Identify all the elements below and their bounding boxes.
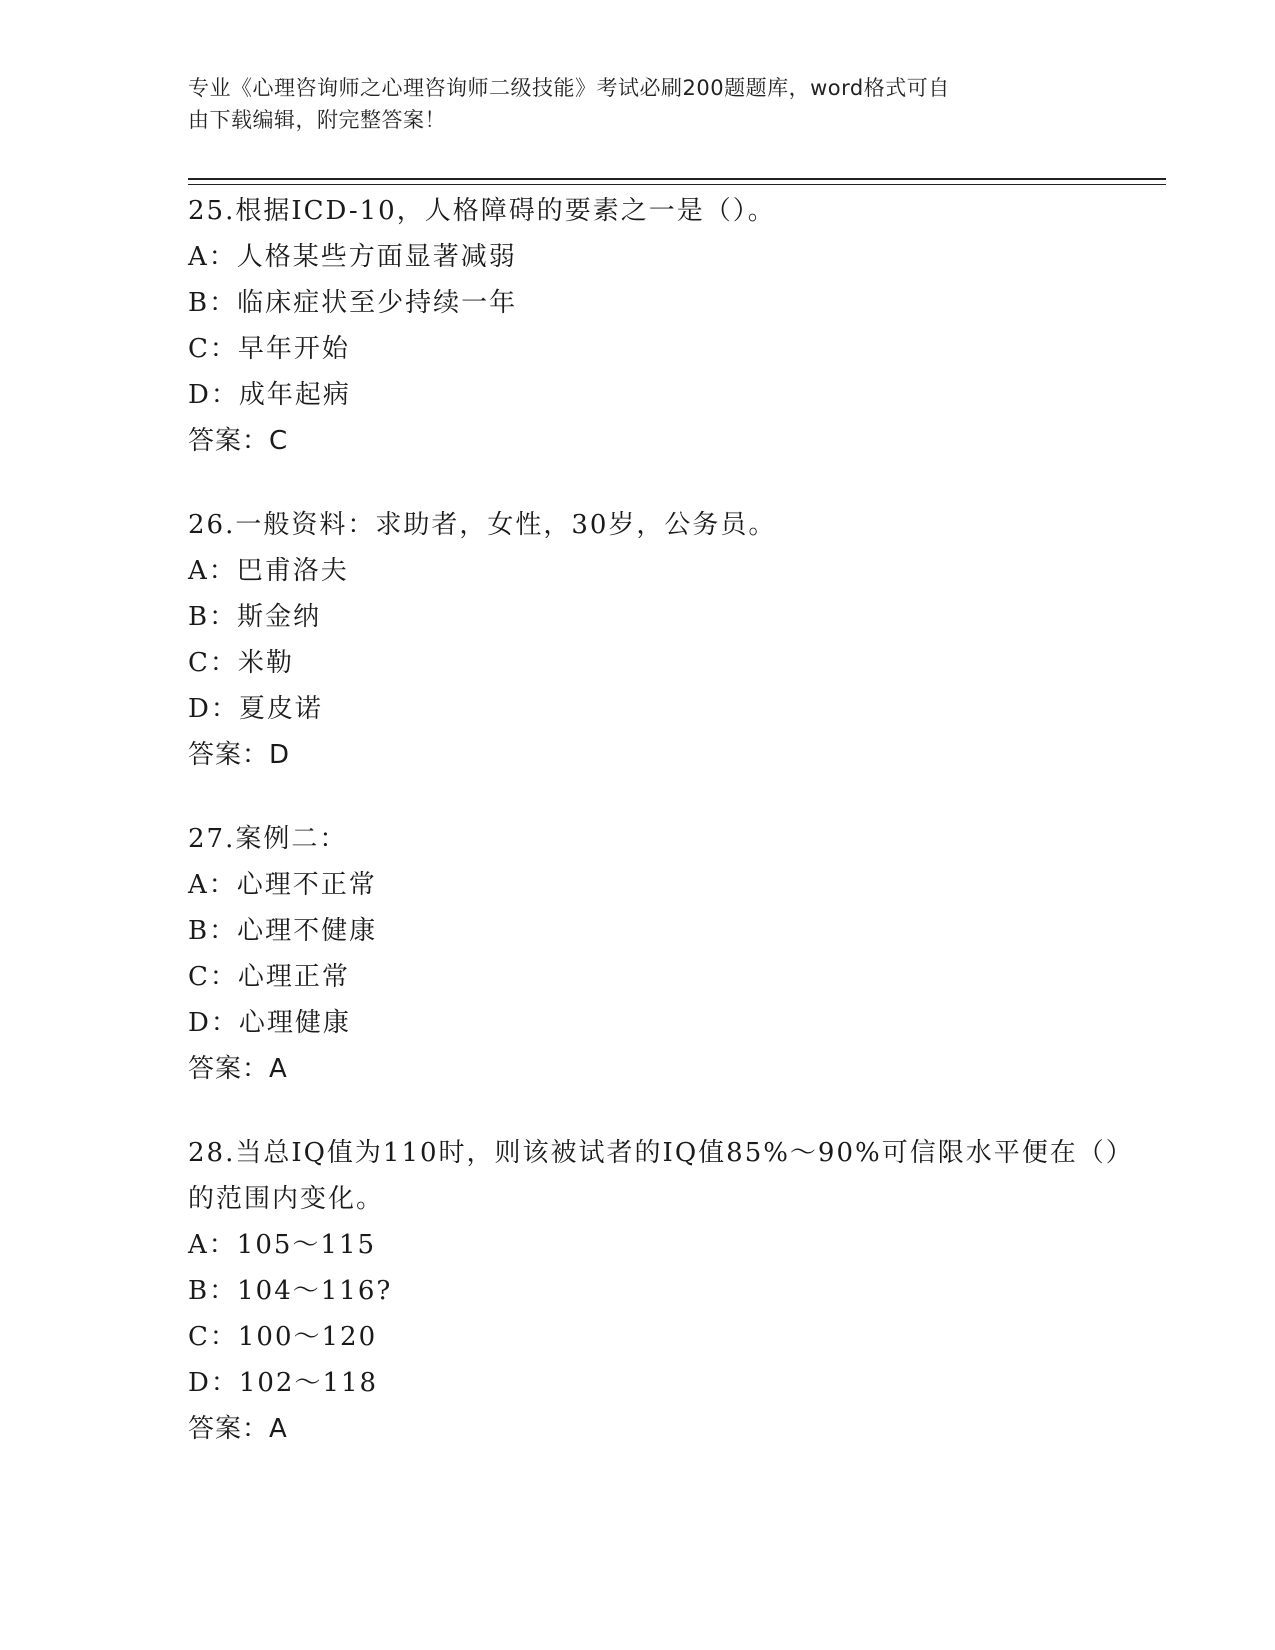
option-c: C：100～120 bbox=[188, 1322, 378, 1352]
option-c: C：早年开始 bbox=[188, 334, 350, 364]
option-b: B：104～116? bbox=[188, 1276, 393, 1306]
option-c: C：心理正常 bbox=[188, 962, 350, 992]
option-d: D：成年起病 bbox=[188, 380, 351, 410]
question-list bbox=[188, 188, 1128, 1490]
answer-label: 答案：A bbox=[188, 1414, 288, 1444]
header-line-2: 由下载编辑，附完整答案！ bbox=[188, 108, 446, 132]
question-27 bbox=[188, 816, 1128, 1092]
option-a: A：人格某些方面显著减弱 bbox=[188, 242, 517, 272]
question-stem: 25.根据ICD-10，人格障碍的要素之一是（）。 bbox=[188, 196, 776, 226]
question-25 bbox=[188, 188, 1128, 464]
header-line-1: 专业《心理咨询师之心理咨询师二级技能》考试必刷200题题库，word格式可自 bbox=[188, 76, 950, 100]
option-d: D：102～118 bbox=[188, 1368, 379, 1398]
question-stem: 28.当总IQ值为110时，则该被试者的IQ值85%～90%可信限水平便在（）的范围内变化。 bbox=[188, 1138, 1121, 1214]
question-stem: 26.一般资料：求助者，女性，30岁，公务员。 bbox=[188, 510, 777, 540]
option-a: A：105～115 bbox=[188, 1230, 377, 1260]
answer-label: 答案：D bbox=[188, 740, 291, 770]
option-a: A：心理不正常 bbox=[188, 870, 377, 900]
header-divider-thick bbox=[188, 178, 1166, 180]
question-28 bbox=[188, 1130, 1128, 1452]
header-divider-thin bbox=[188, 184, 1166, 185]
option-b: B：临床症状至少持续一年 bbox=[188, 288, 518, 318]
answer-label: 答案：C bbox=[188, 426, 289, 456]
question-stem: 27.案例二： bbox=[188, 824, 348, 854]
option-c: C：米勒 bbox=[188, 648, 294, 678]
option-b: B：心理不健康 bbox=[188, 916, 378, 946]
option-d: D：夏皮诺 bbox=[188, 694, 323, 724]
option-a: A：巴甫洛夫 bbox=[188, 556, 349, 586]
option-d: D：心理健康 bbox=[188, 1008, 351, 1038]
document-header bbox=[188, 72, 1068, 136]
question-26 bbox=[188, 502, 1128, 778]
answer-label: 答案：A bbox=[188, 1054, 288, 1084]
option-b: B：斯金纳 bbox=[188, 602, 322, 632]
